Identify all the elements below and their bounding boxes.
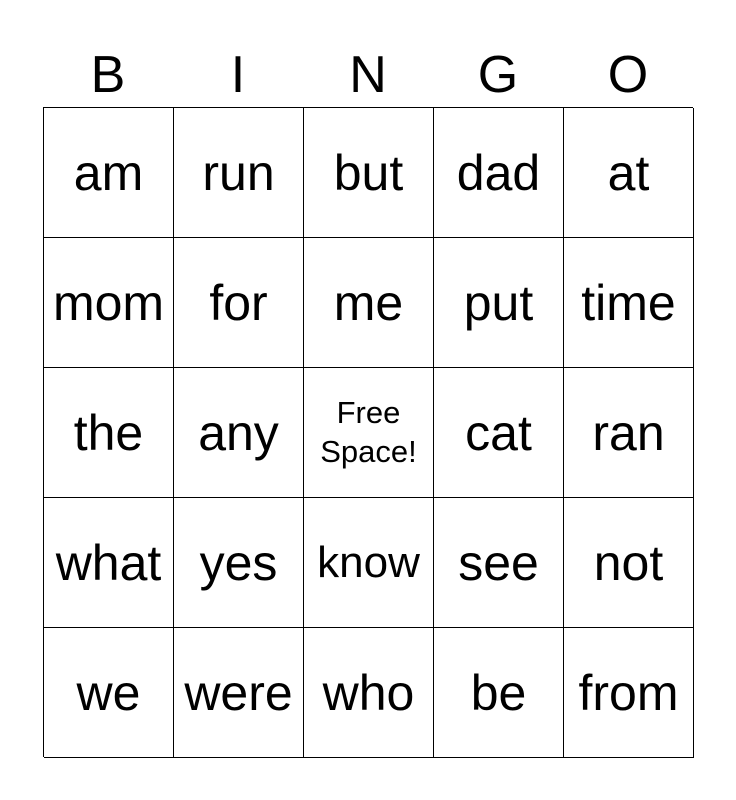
bingo-cell[interactable]: put <box>434 238 564 368</box>
free-space-line2: Space! <box>320 433 417 469</box>
bingo-header <box>43 42 693 108</box>
bingo-cell[interactable]: the <box>44 368 174 498</box>
bingo-cell[interactable]: me <box>304 238 434 368</box>
bingo-cell[interactable]: run <box>174 108 304 238</box>
bingo-cell[interactable]: am <box>44 108 174 238</box>
free-space-label <box>320 394 417 472</box>
bingo-cell[interactable]: mom <box>44 238 174 368</box>
bingo-cell[interactable]: for <box>174 238 304 368</box>
bingo-cell[interactable]: cat <box>434 368 564 498</box>
bingo-cell[interactable]: dad <box>434 108 564 238</box>
bingo-cell[interactable]: not <box>564 498 694 628</box>
bingo-cell[interactable]: what <box>44 498 174 628</box>
header-letter-n: N <box>349 46 387 104</box>
header-letter-o: O <box>607 46 649 104</box>
free-space-cell[interactable] <box>304 368 434 498</box>
bingo-cell[interactable]: know <box>304 498 434 628</box>
free-space-line1: Free <box>336 394 401 430</box>
bingo-board <box>43 107 693 757</box>
bingo-cell[interactable]: we <box>44 628 174 758</box>
header-letter-g: G <box>477 46 519 104</box>
header-letter-i: I <box>230 46 246 104</box>
bingo-cell[interactable]: time <box>564 238 694 368</box>
bingo-cell[interactable]: at <box>564 108 694 238</box>
bingo-cell[interactable]: from <box>564 628 694 758</box>
bingo-cell[interactable]: yes <box>174 498 304 628</box>
bingo-cell[interactable]: who <box>304 628 434 758</box>
bingo-cell[interactable]: were <box>174 628 304 758</box>
bingo-cell[interactable]: see <box>434 498 564 628</box>
bingo-cell[interactable]: but <box>304 108 434 238</box>
bingo-cell[interactable]: be <box>434 628 564 758</box>
bingo-cell[interactable]: any <box>174 368 304 498</box>
bingo-cell[interactable]: ran <box>564 368 694 498</box>
header-letter-b: B <box>90 46 126 104</box>
